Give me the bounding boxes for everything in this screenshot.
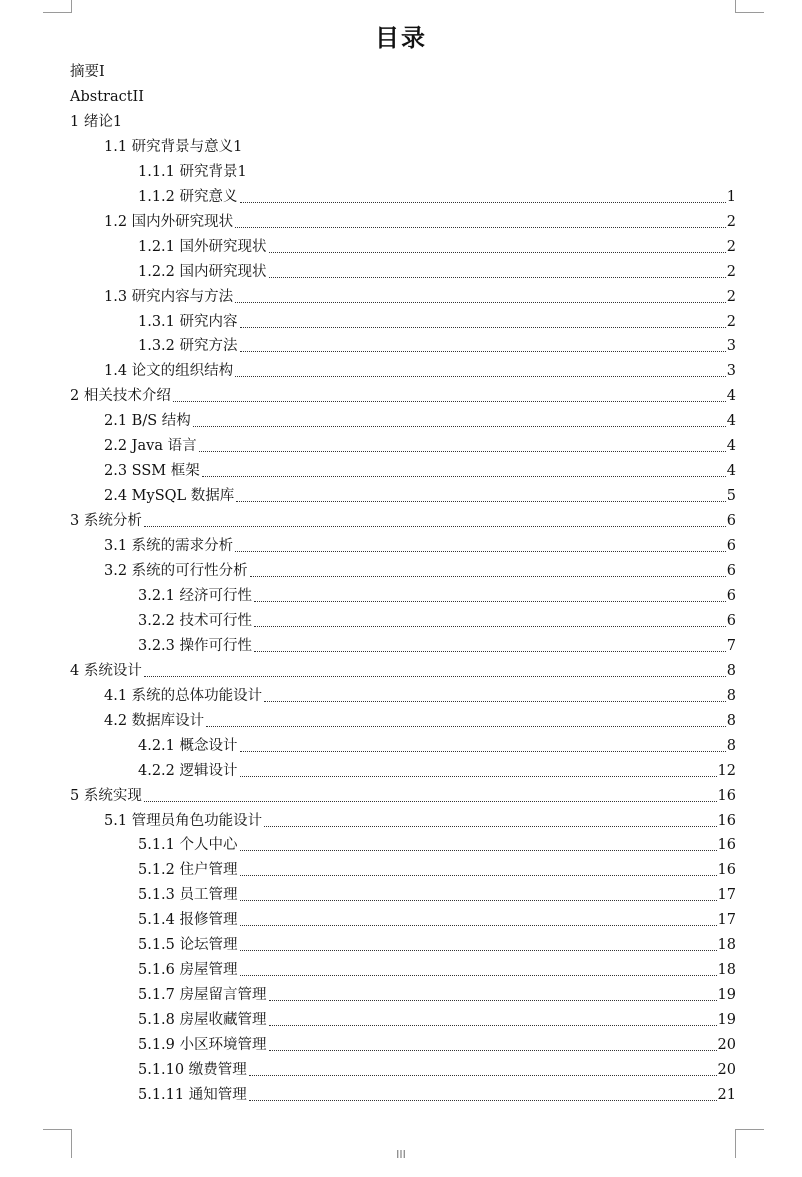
toc-entry-page: 4	[726, 463, 736, 480]
toc-entry-page: II	[132, 88, 145, 105]
toc-entry[interactable]	[138, 1058, 736, 1083]
toc-entry[interactable]	[138, 235, 736, 260]
toc-entry[interactable]	[138, 858, 736, 883]
dot-leader	[202, 476, 726, 477]
toc-entry-page: 17	[717, 912, 736, 929]
toc-entry-page: 17	[717, 887, 736, 904]
toc-entry[interactable]	[104, 359, 736, 384]
toc-entry-label: 4 系统设计	[70, 662, 142, 679]
toc-entry[interactable]	[104, 210, 736, 235]
toc-entry-page: 12	[717, 762, 736, 779]
toc-entry-page: 19	[717, 987, 736, 1004]
toc-entry-page: 16	[717, 837, 736, 854]
toc-entry-label: 3 系统分析	[70, 513, 142, 530]
toc-entry-page: 3	[726, 338, 736, 355]
toc-entry-label: 5.1.2 住户管理	[138, 862, 238, 879]
toc-entry-label: 4.2.2 逻辑设计	[138, 762, 238, 779]
dot-leader	[240, 776, 717, 777]
toc-entry-label: 1.3.2 研究方法	[138, 338, 238, 355]
toc-entry-label: 5.1.10 缴费管理	[138, 1062, 247, 1078]
dot-leader	[144, 526, 726, 527]
toc-entry-page: 8	[726, 687, 736, 704]
toc-entry-label: 3.2.3 操作可行性	[138, 637, 253, 654]
toc-entry[interactable]	[138, 958, 736, 983]
toc-entry[interactable]	[138, 260, 736, 285]
dot-leader	[269, 277, 726, 278]
toc-entry[interactable]	[138, 734, 736, 759]
toc-entry[interactable]	[104, 809, 736, 834]
toc-entry-label: 5 系统实现	[70, 787, 142, 804]
toc-entry[interactable]	[104, 135, 242, 160]
dot-leader	[235, 302, 726, 303]
toc-entry[interactable]	[138, 983, 736, 1008]
toc-entry-page: 18	[717, 937, 736, 954]
toc-entry-label: 1.3 研究内容与方法	[104, 288, 234, 305]
toc-entry-page: 1	[233, 138, 243, 155]
toc-entry[interactable]	[138, 334, 736, 359]
toc-entry[interactable]	[104, 684, 736, 709]
toc-entry[interactable]	[138, 933, 736, 958]
dot-leader	[240, 751, 726, 752]
dot-leader	[144, 801, 717, 802]
toc-entry-page: 21	[717, 1086, 736, 1103]
toc-entry-label: 5.1 管理员角色功能设计	[104, 812, 263, 829]
dot-leader	[235, 376, 726, 377]
toc-entry[interactable]	[104, 409, 736, 434]
toc-entry-page: 1	[237, 163, 247, 180]
page-title: 目录	[375, 24, 427, 52]
toc-entry-page: 7	[726, 637, 736, 654]
dot-leader	[269, 1000, 717, 1001]
toc-entry-label: Abstract	[70, 88, 133, 105]
toc-entry[interactable]	[70, 659, 736, 684]
toc-entry-page: 4	[726, 388, 736, 405]
toc-entry-label: 1.4 论文的组织结构	[104, 363, 234, 380]
dot-leader	[173, 401, 726, 402]
dot-leader	[240, 327, 726, 328]
toc-entry-page: 19	[717, 1012, 736, 1029]
dot-leader	[240, 900, 717, 901]
toc-entry-label: 5.1.8 房屋收藏管理	[138, 1012, 267, 1029]
toc-entry-page: 16	[717, 787, 736, 804]
toc-entry[interactable]	[104, 534, 736, 559]
dot-leader	[254, 601, 726, 602]
dot-leader	[269, 1025, 717, 1026]
toc-entry[interactable]	[104, 434, 736, 459]
toc-entry[interactable]	[138, 584, 736, 609]
toc-entry-label: 4.1 系统的总体功能设计	[104, 687, 263, 704]
toc-entry[interactable]	[104, 709, 736, 734]
toc-entry[interactable]	[138, 759, 736, 784]
toc-entry[interactable]	[138, 160, 247, 185]
toc-entry-page: 8	[726, 712, 736, 729]
toc-entry-page: I	[99, 64, 105, 80]
toc-entry-page: 6	[726, 612, 736, 629]
toc-entry[interactable]	[138, 1008, 736, 1033]
dot-leader	[254, 626, 726, 627]
toc-entry[interactable]	[138, 908, 736, 933]
dot-leader	[240, 975, 717, 976]
toc-entry[interactable]	[138, 1033, 736, 1058]
dot-leader	[269, 1050, 717, 1051]
toc-entry[interactable]	[104, 459, 736, 484]
toc-entry-label: 2 相关技术介绍	[70, 388, 171, 405]
toc-entry[interactable]	[70, 384, 736, 409]
toc-entry-label: 2.1 B/S 结构	[104, 413, 191, 430]
toc-entry-label: 1.2.1 国外研究现状	[138, 238, 267, 255]
crop-mark-top-right	[735, 0, 764, 13]
dot-leader	[240, 850, 717, 851]
toc-entry[interactable]	[138, 185, 736, 210]
toc-entry[interactable]	[138, 833, 736, 858]
dot-leader	[269, 252, 726, 253]
toc-entry-label: 3.2 系统的可行性分析	[104, 563, 248, 579]
dot-leader	[240, 351, 726, 352]
toc-entry[interactable]	[70, 60, 105, 85]
toc-entry-page: 20	[717, 1037, 736, 1054]
dot-leader	[193, 426, 726, 427]
toc-entry-label: 3.1 系统的需求分析	[104, 538, 234, 555]
dot-leader	[264, 701, 726, 702]
toc-entry-label: 4.2.1 概念设计	[138, 737, 238, 754]
crop-mark-top-left	[43, 0, 72, 13]
toc-entry-page: 16	[717, 812, 736, 829]
page-number: III	[396, 1148, 406, 1161]
toc-entry[interactable]	[138, 310, 736, 335]
dot-leader	[235, 227, 726, 228]
toc-entry-label: 1.2.2 国内研究现状	[138, 263, 267, 280]
toc-entry-page: 2	[726, 263, 736, 280]
toc-entry-label: 5.1.6 房屋管理	[138, 962, 238, 979]
dot-leader	[264, 826, 716, 827]
dot-leader	[249, 1075, 717, 1076]
toc-entry-page: 2	[726, 288, 736, 305]
toc-entry-page: 2	[726, 238, 736, 255]
toc-entry-page: 6	[726, 587, 736, 604]
toc-entry-label: 4.2 数据库设计	[104, 712, 205, 729]
toc-entry[interactable]	[70, 85, 144, 110]
toc-entry[interactable]	[138, 1083, 736, 1108]
dot-leader	[235, 551, 726, 552]
toc-entry-page: 1	[112, 113, 123, 130]
toc-entry[interactable]	[104, 484, 736, 509]
toc-entry[interactable]	[70, 784, 736, 809]
dot-leader	[236, 501, 725, 502]
toc-entry-label: 1.1.1 研究背景	[138, 163, 238, 180]
toc-entry-label: 5.1.9 小区环境管理	[138, 1037, 267, 1054]
toc-entry-label: 3.2.2 技术可行性	[138, 612, 253, 629]
toc-entry-label: 1.1 研究背景与意义	[104, 138, 234, 155]
toc-entry-page: 8	[726, 662, 736, 679]
dot-leader	[199, 451, 726, 452]
dot-leader	[206, 726, 726, 727]
toc-entry-page: 2	[726, 213, 736, 230]
toc-entry-label: 2.3 SSM 框架	[104, 463, 200, 480]
toc-entry[interactable]	[138, 883, 736, 908]
toc-entry-page: 20	[717, 1062, 736, 1078]
toc-entry[interactable]	[104, 559, 736, 584]
toc-entry[interactable]	[70, 509, 736, 534]
toc-entry-page: 8	[726, 737, 736, 754]
toc-entry-label: 2.4 MySQL 数据库	[104, 488, 235, 505]
toc-entry[interactable]	[70, 110, 122, 135]
toc-entry-label: 1.3.1 研究内容	[138, 313, 238, 330]
dot-leader	[240, 875, 717, 876]
toc-entry-label: 5.1.7 房屋留言管理	[138, 987, 267, 1004]
toc-entry-page: 6	[726, 538, 736, 555]
toc-entry-page: 16	[717, 862, 736, 879]
toc-entry-label: 1 绪论	[70, 113, 113, 130]
dot-leader	[254, 651, 726, 652]
toc-entry-page: 2	[726, 313, 736, 330]
dot-leader	[240, 950, 717, 951]
toc-entry-label: 5.1.11 通知管理	[138, 1086, 247, 1103]
dot-leader	[240, 202, 726, 203]
toc-entry-label: 5.1.1 个人中心	[138, 837, 238, 854]
toc-entry-label: 5.1.4 报修管理	[138, 912, 238, 929]
dot-leader	[144, 676, 726, 677]
toc-entry[interactable]	[138, 609, 736, 634]
toc-entry-label: 1.2 国内外研究现状	[104, 213, 234, 230]
toc-entry-page: 6	[726, 563, 736, 579]
toc-entry-label: 1.1.2 研究意义	[138, 188, 238, 205]
dot-leader	[249, 1100, 717, 1101]
toc-entry-page: 6	[726, 513, 736, 530]
toc-entry-label: 摘要	[70, 64, 99, 80]
toc-entry[interactable]	[138, 634, 736, 659]
toc-entry-page: 4	[726, 438, 736, 455]
dot-leader	[240, 925, 717, 926]
toc-entry-page: 3	[726, 363, 736, 380]
toc-entry-label: 2.2 Java 语言	[104, 438, 197, 455]
toc-entry-page: 5	[726, 488, 736, 505]
toc-entry-page: 4	[726, 413, 736, 430]
toc-entry[interactable]	[104, 285, 736, 310]
toc-entry-label: 5.1.5 论坛管理	[138, 937, 238, 954]
dot-leader	[250, 576, 726, 577]
toc-entry-page: 18	[717, 962, 736, 979]
toc-entry-label: 3.2.1 经济可行性	[138, 587, 253, 604]
toc-entry-label: 5.1.3 员工管理	[138, 887, 238, 904]
toc-entry-page: 1	[726, 188, 736, 205]
